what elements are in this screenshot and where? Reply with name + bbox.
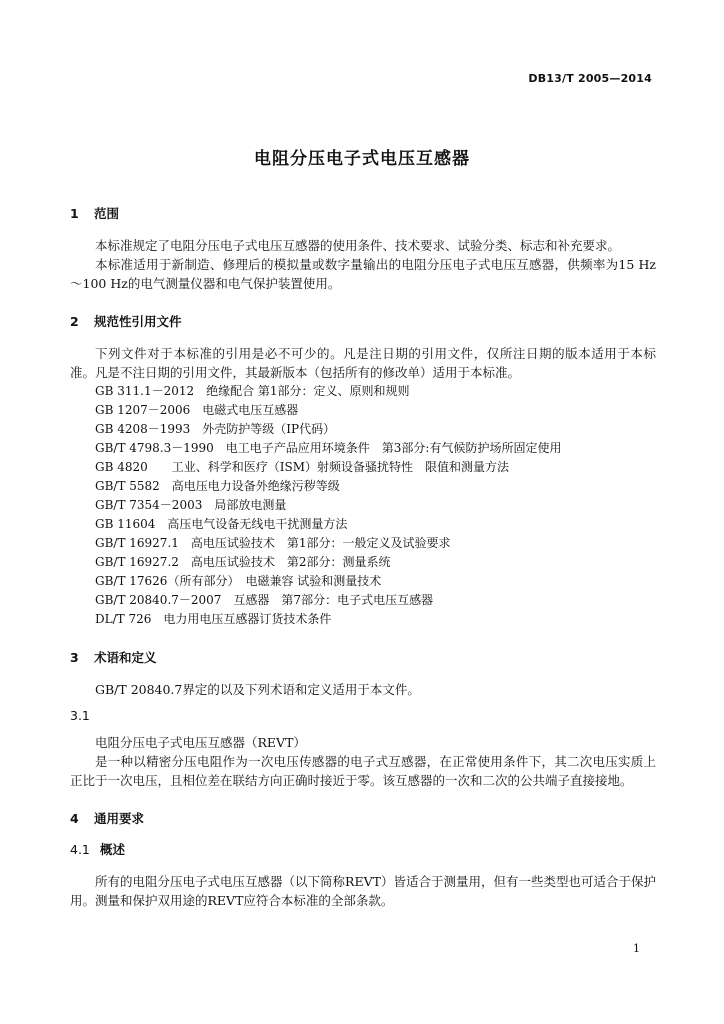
paragraph: 本标准规定了电阻分压电子式电压互感器的使用条件、技术要求、试验分类、标志和补充要求。 bbox=[95, 238, 621, 253]
subsection-number: 3.1 bbox=[70, 708, 90, 723]
paragraph: 下列文件对于本标准的引用是必不可少的。凡是注日期的引用文件，仅所注日期的版本适用于本标准。凡是不注日期的引用文件，其最新版本（包括所有的修改单）适用于本标准。 bbox=[70, 346, 656, 380]
section-heading-3 bbox=[70, 649, 656, 667]
section-title: 范围 bbox=[94, 206, 120, 221]
subsection-number: 4.1 bbox=[70, 842, 90, 857]
reference-item: GB/T 16927.2 高电压试验技术 第2部分：测量系统 bbox=[95, 555, 391, 569]
reference-item: DL/T 726 电力用电压互感器订货技术条件 bbox=[95, 612, 332, 626]
document-body bbox=[70, 205, 656, 910]
section-number: 4 bbox=[70, 811, 79, 826]
section-number: 1 bbox=[70, 206, 79, 221]
subsection-heading-4-1 bbox=[70, 841, 656, 859]
reference-list bbox=[70, 382, 656, 629]
reference-item: GB 11604 高压电气设备无线电干扰测量方法 bbox=[95, 517, 348, 531]
reference-item: GB/T 20840.7－2007 互感器 第7部分：电子式电压互感器 bbox=[95, 593, 434, 607]
term-name: 电阻分压电子式电压互感器（REVT） bbox=[95, 735, 306, 750]
reference-item: GB 1207－2006 电磁式电压互感器 bbox=[95, 403, 299, 417]
section-number: 3 bbox=[70, 650, 79, 665]
reference-item: GB/T 7354－2003 局部放电测量 bbox=[95, 498, 287, 512]
paragraph: 本标准适用于新制造、修理后的模拟量或数字量输出的电阻分压电子式电压互感器，供频率为15 Hz～100 Hz的电气测量仪器和电气保护装置使用。 bbox=[70, 257, 656, 291]
paragraph: 所有的电阻分压电子式电压互感器（以下简称REVT）皆适合于测量用，但有一些类型也可适合于保护用。测量和保护双用途的REVT应符合本标准的全部条款。 bbox=[70, 874, 656, 908]
paragraph: GB/T 20840.7界定的以及下列术语和定义适用于本文件。 bbox=[95, 682, 420, 697]
reference-item: GB/T 16927.1 高电压试验技术 第1部分：一般定义及试验要求 bbox=[95, 536, 451, 550]
section-title: 术语和定义 bbox=[94, 650, 157, 665]
section-heading-2 bbox=[70, 313, 656, 331]
section-number: 2 bbox=[70, 314, 79, 329]
section-heading-4 bbox=[70, 810, 656, 828]
section-title: 通用要求 bbox=[94, 811, 145, 826]
section-heading-1 bbox=[70, 205, 656, 223]
term-definition: 是一种以精密分压电阻作为一次电压传感器的电子式互感器，在正常使用条件下，其二次电压实质上正比于一次电压，且相位差在联结方向正确时接近于零。该互感器的一次和二次的公共端子直接接地。 bbox=[70, 754, 656, 788]
document-title: 电阻分压电子式电压互感器 bbox=[254, 149, 470, 169]
reference-item: GB 311.1－2012 绝缘配合 第1部分：定义、原则和规则 bbox=[95, 384, 410, 398]
reference-item: GB 4820 工业、科学和医疗（ISM）射频设备骚扰特性 限值和测量方法 bbox=[95, 460, 510, 474]
reference-item: GB 4208－1993 外壳防护等级（IP代码） bbox=[95, 422, 336, 436]
reference-item: GB/T 4798.3－1990 电工电子产品应用环境条件 第3部分:有气候防护场所固定使用 bbox=[95, 441, 562, 455]
subsection-title: 概述 bbox=[100, 842, 126, 857]
section-title: 规范性引用文件 bbox=[94, 314, 182, 329]
reference-item: GB/T 5582 高电压电力设备外绝缘污秽等级 bbox=[95, 479, 340, 493]
reference-item: GB/T 17626（所有部分） 电磁兼容 试验和测量技术 bbox=[95, 574, 382, 588]
page-number: 1 bbox=[633, 942, 640, 955]
document-code: DB13/T 2005—2014 bbox=[528, 72, 652, 85]
